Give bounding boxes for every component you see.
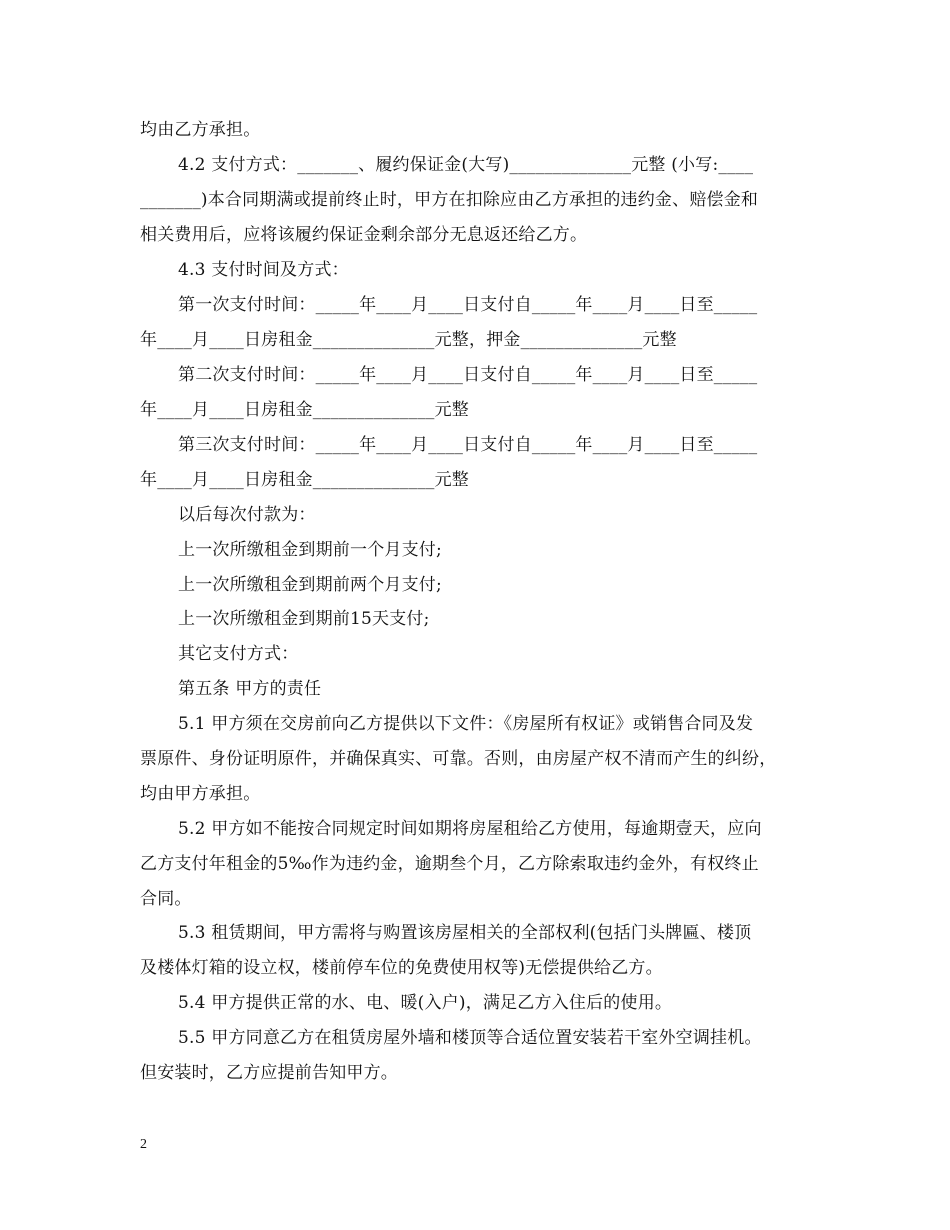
text-line: 5.1 甲方须在交房前向乙方提供以下文件：《房屋所有权证》或销售合同及发 (178, 714, 754, 734)
text-line: 5.3 租赁期间，甲方需将与购置该房屋相关的全部权利(包括门头牌匾、楼顶 (178, 923, 752, 943)
text-line: 第二次支付时间：_____年____月____日支付自_____年____月____日至_____ (178, 365, 758, 385)
text-line: 第一次支付时间：_____年____月____日支付自_____年____月____日至_____ (178, 295, 758, 315)
text-line: 以后每次付款为： (178, 505, 316, 525)
text-line: 4.2 支付方式：_______、履约保证金(大写)______________元整 (小写:____ (178, 155, 754, 175)
text-line: 年____月____日房租金______________元整 (140, 470, 469, 490)
text-line: 年____月____日房租金______________元整 (140, 400, 469, 420)
text-line: 乙方支付年租金的5‰作为违约金，逾期叁个月，乙方除索取违约金外，有权终止 (140, 854, 759, 874)
text-line: 及楼体灯箱的设立权，楼前停车位的免费使用权等)无偿提供给乙方。 (140, 958, 663, 978)
text-line: 票原件、身份证明原件，并确保真实、可靠。否则，由房屋产权不清而产生的纠纷， (140, 749, 777, 769)
text-line: 4.3 支付时间及方式： (178, 260, 349, 280)
text-line: 第三次支付时间：_____年____月____日支付自_____年____月____日至_____ (178, 435, 758, 455)
text-line: 5.2 甲方如不能按合同规定时间如期将房屋租给乙方使用，每逾期壹天，应向 (178, 819, 762, 839)
text-line: 5.5 甲方同意乙方在租赁房屋外墙和楼顶等合适位置安装若干室外空调挂机。 (178, 1028, 762, 1048)
text-line: 均由乙方承担。 (140, 120, 261, 140)
section-heading: 第五条 甲方的责任 (178, 679, 322, 699)
text-line: _______)本合同期满或提前终止时，甲方在扣除应由乙方承担的违约金、赔偿金和 (140, 190, 759, 210)
text-line: 年____月____日房租金______________元整，押金______________元整 (140, 330, 677, 350)
text-line: 上一次所缴租金到期前15天支付; (178, 609, 430, 629)
text-line: 均由甲方承担。 (140, 784, 261, 804)
text-line: 5.4 甲方提供正常的水、电、暖(入户)，满足乙方入住后的使用。 (178, 993, 673, 1013)
text-line: 上一次所缴租金到期前一个月支付; (178, 540, 442, 560)
page-number: 2 (140, 1137, 147, 1152)
text-line: 合同。 (140, 889, 192, 909)
text-line: 上一次所缴租金到期前两个月支付; (178, 575, 442, 595)
text-line: 其它支付方式： (178, 644, 299, 664)
text-line: 但安装时，乙方应提前告知甲方。 (140, 1063, 398, 1083)
text-line: 相关费用后，应将该履约保证金剩余部分无息返还给乙方。 (140, 225, 588, 245)
